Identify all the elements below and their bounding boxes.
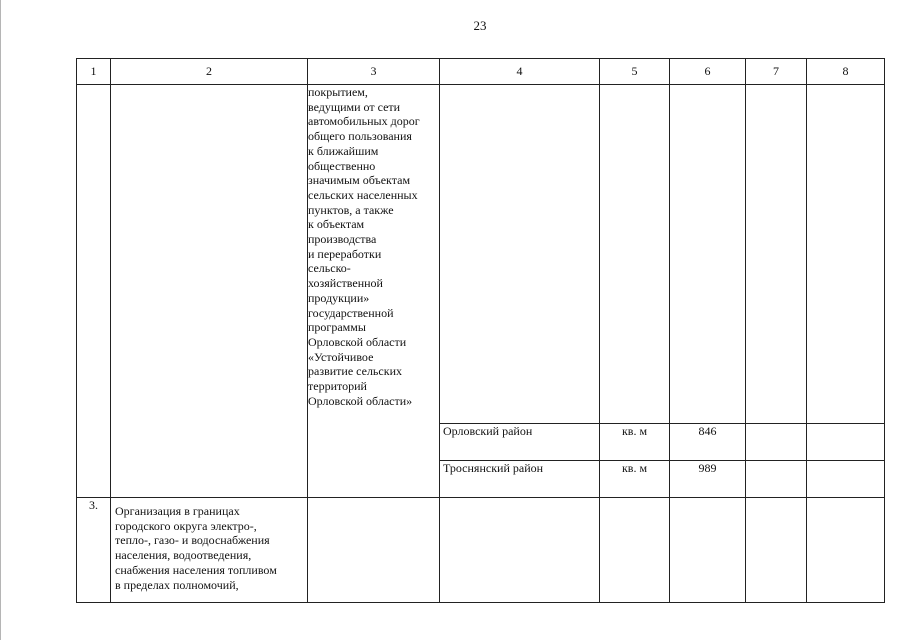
empty-cell — [670, 498, 746, 603]
activity-name-cell: Организация в границах городского округа электро-, тепло-, газо- и водоснабжения населения, водоотведения, снабжения населения топливом в пределах полномочий, — [111, 498, 308, 603]
region-name-cell: Троснянский район — [440, 461, 600, 498]
region-name-cell: Орловский район — [440, 424, 600, 461]
empty-cell — [440, 498, 600, 603]
empty-cell — [746, 461, 807, 498]
page-edge-line — [0, 0, 1, 640]
unit-cell: кв. м — [600, 424, 670, 461]
name-cell — [111, 85, 308, 498]
empty-cell — [746, 498, 807, 603]
header-cell: 8 — [807, 59, 885, 85]
value-cell: 989 — [670, 461, 746, 498]
table-row — [77, 85, 885, 424]
page-number: 23 — [473, 18, 487, 33]
empty-cell — [746, 85, 807, 424]
row-number-cell: 3. — [77, 498, 111, 603]
unit-cell: кв. м — [600, 461, 670, 498]
empty-cell — [807, 424, 885, 461]
header-cell: 4 — [440, 59, 600, 85]
empty-cell — [670, 85, 746, 424]
number-cell — [77, 85, 111, 498]
empty-cell — [600, 85, 670, 424]
value-cell: 846 — [670, 424, 746, 461]
header-cell: 6 — [670, 59, 746, 85]
empty-cell — [440, 85, 600, 424]
table-row — [77, 498, 885, 603]
empty-cell — [807, 498, 885, 603]
empty-cell — [807, 85, 885, 424]
header-cell: 5 — [600, 59, 670, 85]
empty-cell — [746, 424, 807, 461]
header-cell: 3 — [308, 59, 440, 85]
empty-cell — [308, 498, 440, 603]
header-cell: 1 — [77, 59, 111, 85]
empty-cell — [600, 498, 670, 603]
program-description-cell: покрытием, ведущими от сети автомобильных дорог общего пользования к ближайшим общественно значимым объектам сельских населенных пунктов, а также к объектам производства и переработки сельско- хозяйственной продукции» государственной программы Орловской области «Устойчивое развитие сельских территорий Орловской области» — [308, 85, 440, 498]
header-cell: 7 — [746, 59, 807, 85]
header-cell: 2 — [111, 59, 308, 85]
empty-cell — [807, 461, 885, 498]
table-header-row — [77, 59, 885, 85]
data-table — [76, 58, 885, 603]
